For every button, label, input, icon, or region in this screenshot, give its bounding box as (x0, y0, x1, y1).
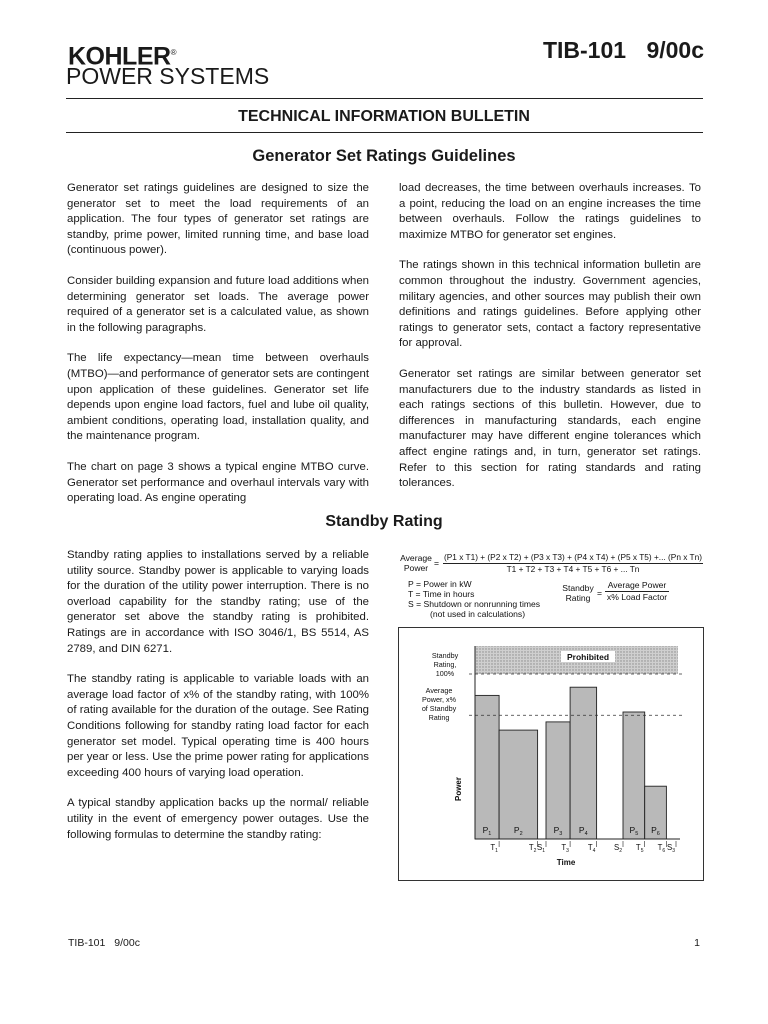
time-segment-label: $T_1$ (490, 843, 498, 854)
registered-mark: ® (170, 48, 176, 57)
standby-rating-label: Standby (431, 651, 459, 660)
time-segment-label: $T_2$ (528, 843, 537, 854)
page-title: Generator Set Ratings Guidelines (252, 147, 516, 165)
footer-doc-id: TIB-101 9/00c (68, 937, 140, 949)
bar-label: $P_5$ (629, 825, 639, 837)
time-segment-label: $T_3$ (561, 843, 569, 854)
standby-text-column (67, 548, 369, 858)
paragraph: A typical standby application backs up the normal/ reliable utility in the event of emergency power outages. Use the following formulas to determine the standby rating: (67, 797, 369, 841)
bar-label: $P_1$ (482, 825, 492, 837)
standby-numerator: Average Power (607, 580, 667, 590)
formula-power-label: Power (403, 563, 429, 573)
formula-avg-label: Average (400, 553, 432, 563)
legend-shutdown: S = Shutdown or nonrunning times (408, 599, 541, 609)
bar-p2 (499, 730, 537, 839)
time-segment-label: $S_2$ (614, 843, 622, 854)
standby-rating-label: 100% (435, 669, 455, 678)
logo-brand: KOHLER (68, 42, 171, 71)
rating-label: Rating (565, 593, 591, 603)
paragraph: The standby rating is applicable to variable loads with an average load factor of x% of the standby rating, with 100% of rating available for the duration of the outage. See Rating Conditions following for standby rating load factor for each generator set model. Typical operating time is 400 hours per year or less. Use the prime power rating for applications exceeding 400 hours of varying load operation. (67, 673, 369, 779)
legend-shutdown-note: (not used in calculations) (430, 609, 526, 619)
time-segment-label: $S_3$ (667, 843, 675, 854)
paragraph: Standby rating applies to installations served by a reliable utility source. Standby power is applicable to varying loads for the duration of the utility power interruption. There is no overload capability for the standby rating; use of the generator set above the standby rating is prohibited. Ratings are in accordance with ISO 3046/1, BS 5514, AS 2789, and DIN 6271. (67, 549, 369, 655)
standby-denominator: x% Load Factor (606, 592, 668, 602)
bar-p4 (570, 687, 597, 839)
prohibited-label: Prohibited (566, 652, 610, 662)
time-segment-label: $S_1$ (537, 843, 545, 854)
document-id: TIB-101 9/00c (542, 37, 704, 63)
paragraph: The chart on page 3 shows a typical engine MTBO curve. Generator set performance and overhaul intervals vary with operating load. As engine operating (67, 460, 369, 505)
paragraph: The ratings shown in this technical information bulletin are common throughout the industry. Government agencies, military agencies, and other sources may publish their own definitions and ratings guidelines. Before applying other ratings to generator sets, contact a factory representative for approval. (399, 259, 701, 350)
bar-label: $P_6$ (651, 825, 660, 837)
average-power-label: Rating (428, 713, 450, 722)
page-number: 1 (694, 937, 700, 949)
formula-denominator: T1 + T2 + T3 + T4 + T5 + T6 + ... Tn (506, 564, 640, 574)
intro-right-column (399, 181, 701, 507)
standby-chart (398, 627, 704, 881)
standby-heading: Standby Rating (325, 513, 443, 530)
average-power-label: of Standby (421, 704, 457, 713)
bar-label: $P_3$ (553, 825, 563, 837)
time-segment-label: $T_6$ (657, 843, 666, 854)
bar-label: $P_4$ (578, 825, 588, 837)
time-segment-label: $T_5$ (635, 843, 644, 854)
paragraph: load decreases, the time between overhauls increases. To a point, reducing the load on an engine increases the time between overhauls. Follow the ratings guidelines to maximize MTBO for generator set engines. (399, 182, 701, 241)
average-power-formula: Average Power = (P1 x T1) + (P2 x T2) + (P3 x T3) + (P4 x T4) + (P5 x T5) +... (Pn x Tn) T1 + T2 + T3 + T4 + T5 + T6 + ... Tn P = Power in kW T = Time in hours S = Shutdown or nonrunning times (not used in calculations) Standby Rating = Average Power x% Load Factor (398, 553, 704, 623)
bar-p3 (546, 722, 570, 839)
paragraph: Generator set ratings are similar between generator set manufacturers due to the industry standards as listed in each ratings sections of this bulletin. However, due to differences in manufacturing standards, each engine manufacturer may have different engine tolerances which affect engine ratings and, in turn, generator set ratings. Refer to this section for rating standards and rating tolerances. (399, 367, 701, 490)
legend-power: P = Power in kW (408, 579, 472, 589)
bar-p1 (475, 695, 499, 839)
standby-rating-label: Rating, (433, 660, 457, 669)
legend-time: T = Time in hours (408, 589, 475, 599)
bar-p5 (623, 712, 645, 839)
standby-label: Standby (562, 583, 594, 593)
x-axis-title: Time (556, 858, 576, 867)
formula-numerator: (P1 x T1) + (P2 x T2) + (P3 x T3) + (P4 x T4) + (P5 x T5) +... (Pn x Tn) (444, 552, 702, 562)
bulletin-title: TECHNICAL INFORMATION BULLETIN (238, 108, 530, 125)
intro-left-column (67, 181, 369, 522)
average-power-label: Average (425, 686, 453, 695)
time-segment-label: $T_4$ (587, 843, 596, 854)
paragraph: The life expectancy—mean time between overhauls (MTBO)—and performance of generator sets are contingent upon application of these guidelines. Generator set life depends upon engine load factors, fuel and lube oil quality, ambient conditions, operating load, installation quality, and the maintenance program. (67, 352, 369, 443)
title-rule (66, 132, 703, 133)
paragraph: Generator set ratings guidelines are designed to size the generator set to meet the load requirements of an application. The four types of generator set ratings are standby, prime power, limited running time, and base load (continuous power). (67, 182, 369, 257)
paragraph: Consider building expansion and future load additions when determining generator set loads. The average power required of a generator set is a calculated value, as shown in the following paragraphs. (67, 274, 369, 334)
logo-subtitle: POWER SYSTEMS (66, 63, 270, 89)
bar-label: $P_2$ (513, 825, 523, 837)
y-axis-title: Power (454, 776, 463, 802)
header-rule (66, 98, 703, 99)
average-power-label: Power, x% (422, 695, 456, 704)
